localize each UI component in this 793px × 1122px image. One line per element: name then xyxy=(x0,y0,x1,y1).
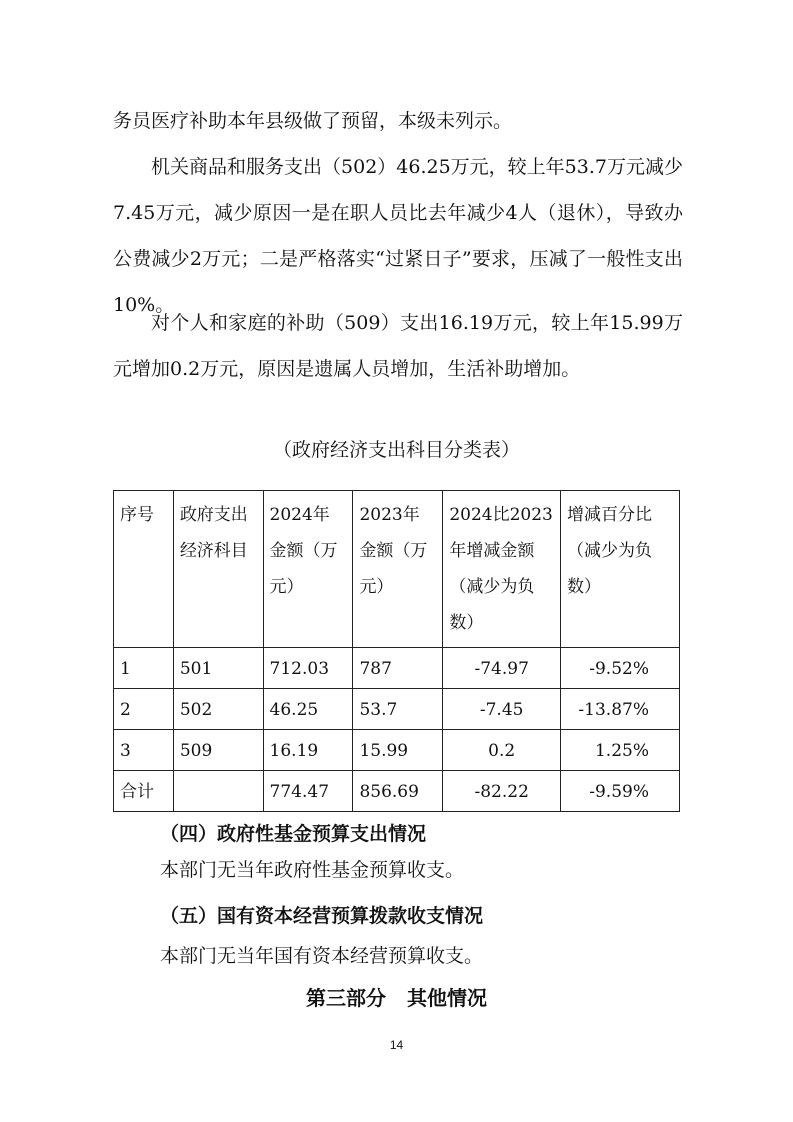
section-heading-state-capital: （五）国有资本经营预算拨款收支情况 xyxy=(160,905,484,927)
header-cell: 序号 xyxy=(114,491,174,648)
header-cell: 2024比2023年增减金额（减少为负数） xyxy=(443,491,561,648)
header-cell: 政府支出经济科目 xyxy=(173,491,263,648)
paragraph-goods-services: 机关商品和服务支出（502）46.25万元，较上年53.7万元减少7.45万元，减少原因一是在职人员比去年减少4人（退休），导致办公费减少2万元；二是严格落实“过紧日子”要求，压减了一般性支出10%。 xyxy=(113,156,683,316)
table-cell: 501 xyxy=(173,648,263,689)
header-cell: 2024年金额（万元） xyxy=(263,491,353,648)
section-heading-government-fund: （四）政府性基金预算支出情况 xyxy=(160,823,427,845)
table-caption: （政府经济支出科目分类表） xyxy=(272,439,520,461)
section-body-government-fund: 本部门无当年政府性基金预算收支。 xyxy=(160,859,465,881)
table-row xyxy=(114,730,680,771)
header-cell: 增减百分比（减少为负数） xyxy=(561,491,680,648)
page-number: 14 xyxy=(389,1038,404,1052)
table-cell: -9.52% xyxy=(561,648,680,689)
table-cell: 1 xyxy=(114,648,174,689)
table-cell: 502 xyxy=(173,689,263,730)
table-cell: 856.69 xyxy=(353,771,443,812)
part-title: 第三部分 其他情况 xyxy=(306,986,487,1010)
table-cell: 787 xyxy=(353,648,443,689)
expenditure-table xyxy=(113,490,680,812)
table-cell: -13.87% xyxy=(561,689,680,730)
table-header-row xyxy=(114,491,680,648)
table-row xyxy=(114,648,680,689)
table-total-row xyxy=(114,771,680,812)
table-row xyxy=(114,689,680,730)
section-body-state-capital: 本部门无当年国有资本经营预算收支。 xyxy=(160,945,484,967)
table-cell: 3 xyxy=(114,730,174,771)
table-cell: 1.25% xyxy=(561,730,680,771)
table-cell: 53.7 xyxy=(353,689,443,730)
paragraph-medical-subsidy: 务员医疗补助本年县级做了预留，本级未列示。 xyxy=(113,110,513,132)
table-cell: -74.97 xyxy=(443,648,561,689)
table-cell: 0.2 xyxy=(443,730,561,771)
paragraph-household-subsidy: 对个人和家庭的补助（509）支出16.19万元，较上年15.99万元增加0.2万元，原因是遗属人员增加，生活补助增加。 xyxy=(113,312,683,380)
table-cell: 合计 xyxy=(114,771,174,812)
table-cell: -7.45 xyxy=(443,689,561,730)
table-cell: 774.47 xyxy=(263,771,353,812)
table-cell: 509 xyxy=(173,730,263,771)
header-cell: 2023年金额（万元） xyxy=(353,491,443,648)
table-cell: -82.22 xyxy=(443,771,561,812)
table-cell: 15.99 xyxy=(353,730,443,771)
table-cell: 16.19 xyxy=(263,730,353,771)
table-cell: 2 xyxy=(114,689,174,730)
table-cell: -9.59% xyxy=(561,771,680,812)
table-cell: 46.25 xyxy=(263,689,353,730)
table-cell: 712.03 xyxy=(263,648,353,689)
table-cell xyxy=(173,771,263,812)
